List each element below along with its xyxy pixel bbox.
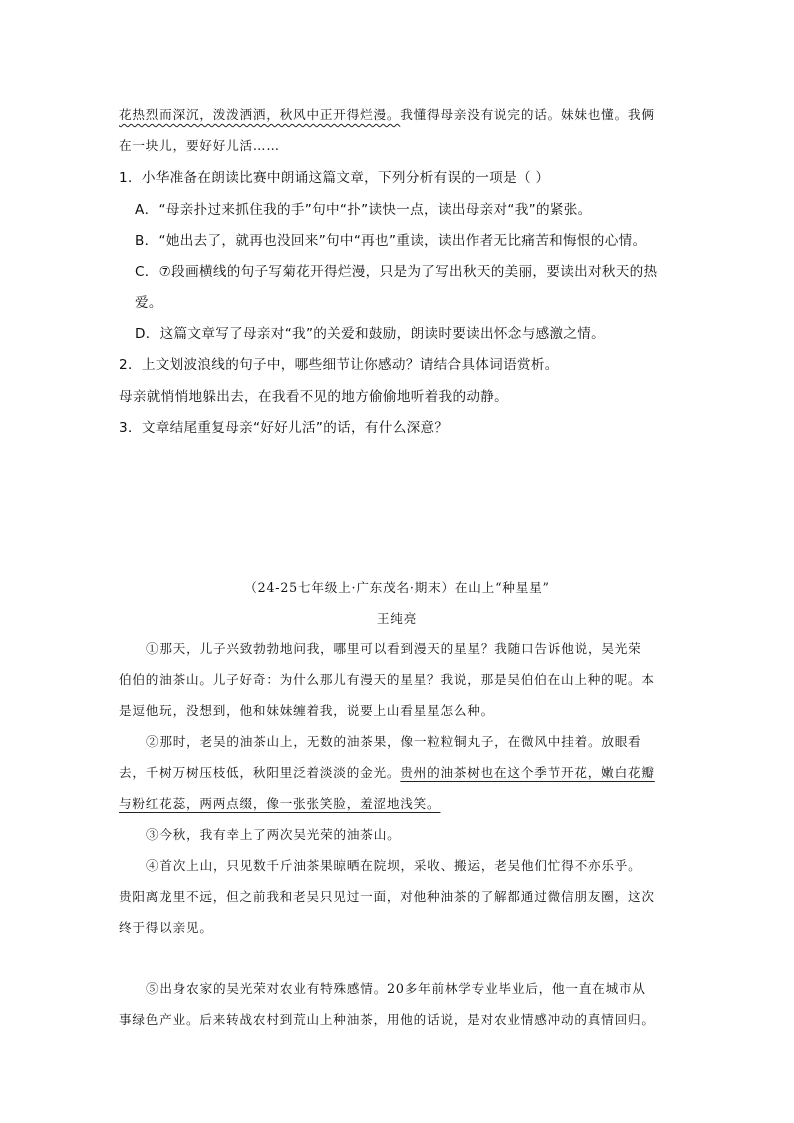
underlined-sentence-continued: 与粉红花蕊，两两点缀，像一张张笑脸，羞涩地浅笑。 xyxy=(119,796,441,811)
paragraph-2-line-2 xyxy=(119,762,655,781)
paragraph-2-line-3 xyxy=(119,793,440,812)
question-2-quote: 母亲就悄悄地躲出去，在我看不见的地方偷偷地听着我的动静。 xyxy=(119,389,509,405)
paragraph-5-line-2: 事绿色产业。后来转战农村到荒山上种油茶，用他的话说，是对农业情感冲动的真情回归。 xyxy=(119,1012,655,1027)
question-1: 1．小华准备在朗读比赛中朗诵这篇文章，下列分析有误的一项是（ ） xyxy=(119,170,550,186)
option-d: D．这篇文章写了母亲对“我”的关爱和鼓励，朗读时要读出怀念与感激之情。 xyxy=(135,326,606,342)
option-c-continued: 爱。 xyxy=(135,295,163,311)
paragraph-4-line-1: ④首次上山，只见数千斤油茶果晾晒在院坝，采收、搬运，老吴他们忙得不亦乐乎。 xyxy=(146,858,642,873)
question-2: 2．上文划波浪线的句子中，哪些细节让你感动？请结合具体词语赏析。 xyxy=(119,357,559,373)
wavy-underlined-sentence: 花热烈而深沉，泼泼洒洒，秋风中正开得烂漫。 xyxy=(119,107,401,122)
option-b: B．“她出去了，就再也没回来”句中“再也”重读，读出作者无比痛苦和悔恨的心情。 xyxy=(135,233,647,249)
passage-line-1 xyxy=(119,104,655,123)
question-3: 3．文章结尾重复母亲“好好儿活”的话，有什么深意？ xyxy=(119,420,449,436)
article-author: 王纯亮 xyxy=(376,611,418,626)
underlined-sentence: 贵州的油茶树也在这个季节开花，嫩白花瓣 xyxy=(400,765,655,780)
option-a: A．“母亲扑过来抓住我的手”句中“扑”读快一点，读出母亲对“我”的紧张。 xyxy=(135,202,592,218)
paragraph-1-line-1: ①那天，儿子兴致勃勃地问我，哪里可以看到漫天的星星？我随口告诉他说，吴光荣 xyxy=(146,641,642,656)
paragraph-5-line-1: ⑤出身农家的吴光荣对农业有特殊感情。20多年前林学专业毕业后，他一直在城市从 xyxy=(146,981,646,996)
option-c: C．⑦段画横线的句子写菊花开得烂漫，只是为了写出秋天的美丽，要读出对秋天的热 xyxy=(135,264,658,280)
paragraph-4-line-3: 终于得以亲见。 xyxy=(119,920,213,935)
paragraph-3: ③今秋，我有幸上了两次吴光荣的油茶山。 xyxy=(146,827,401,842)
article-title: （24-25七年级上·广东茂名·期末）在山上“种星星” xyxy=(244,580,550,595)
paragraph-1-line-2: 伯伯的油茶山。儿子好奇：为什么那儿有漫天的星星？我说，那是吴伯伯在山上种的呢。本 xyxy=(119,672,655,687)
passage-text: 我懂得母亲没有说完的话。妹妹也懂。我俩 xyxy=(400,107,655,122)
paragraph-2-line-1: ②那时，老吴的油茶山上，无数的油茶果，像一粒粒铜丸子，在微风中挂着。放眼看 xyxy=(146,734,642,749)
passage-line-2: 在一块儿，要好好儿活…… xyxy=(119,138,280,153)
paragraph-2-text: 去，千树万树压枝低，秋阳里泛着淡淡的金光。 xyxy=(119,765,401,780)
paragraph-4-line-2: 贵阳离龙里不远，但之前我和老吴只见过一面，对他种油茶的了解都通过微信朋友圈，这次 xyxy=(119,889,655,904)
paragraph-1-line-3: 是逗他玩，没想到，他和妹妹缠着我，说要上山看星星怎么种。 xyxy=(119,703,495,718)
